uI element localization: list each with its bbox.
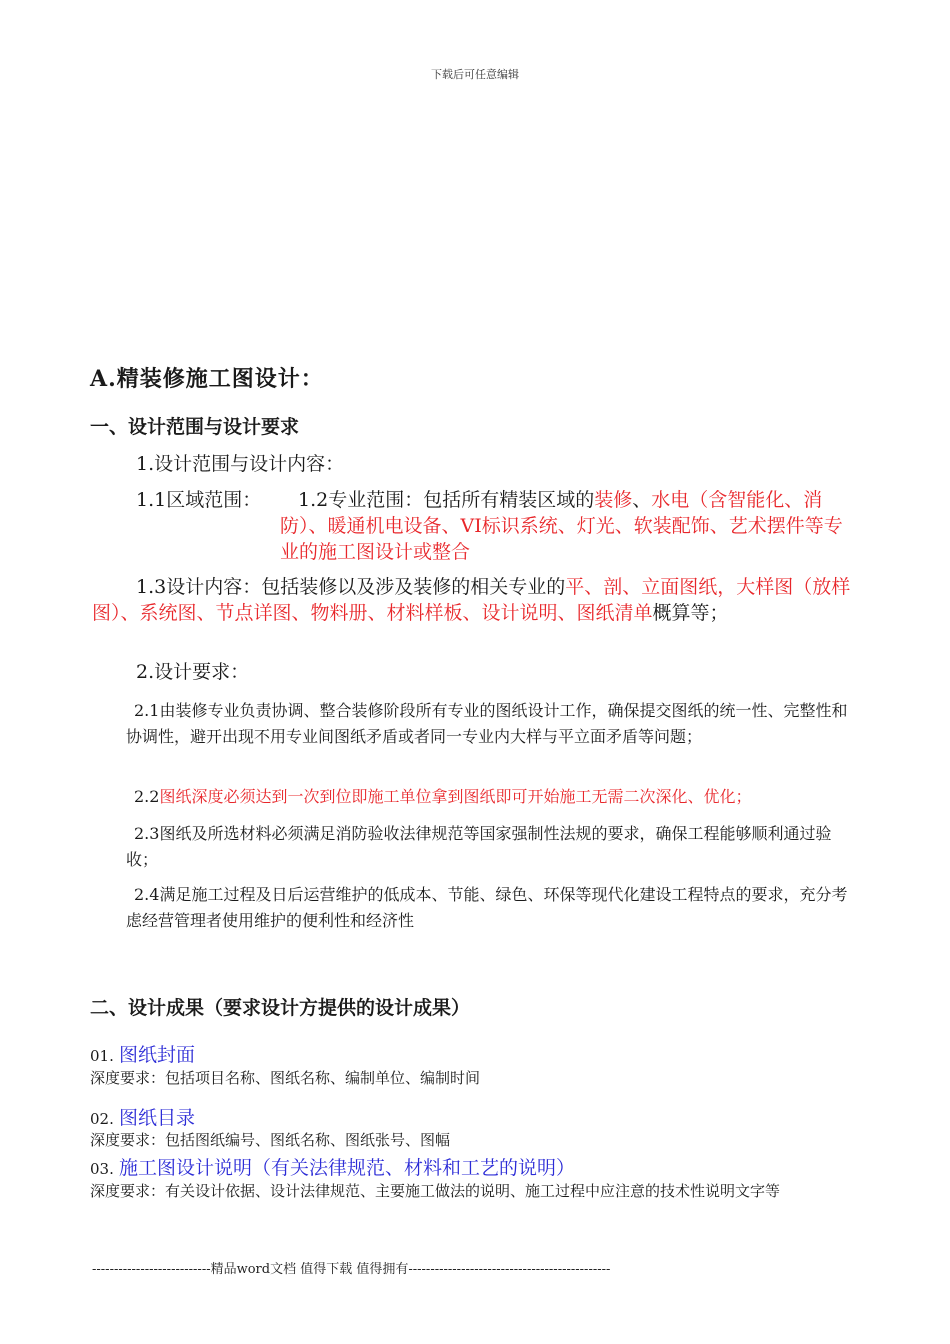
item-number: 02. bbox=[90, 1110, 114, 1128]
para-1-2 bbox=[280, 487, 860, 565]
item-title: 图纸封面 bbox=[118, 1044, 195, 1066]
para-1-2-prefix: 1.2专业范围：包括所有精装区域的 bbox=[298, 489, 595, 511]
deliverable-item-2 bbox=[90, 1103, 195, 1130]
para-1: 1.设计范围与设计内容： bbox=[136, 453, 345, 475]
para-2-4: 2.4满足施工过程及日后运营维护的低成本、节能、绿色、环保等现代化建设工程特点的要求，充分考虑经营管理者使用维护的便利性和经济性 bbox=[126, 885, 848, 930]
para-1-3-suffix: 概算等； bbox=[652, 602, 729, 624]
item-title: 图纸目录 bbox=[118, 1107, 195, 1129]
para-1-3 bbox=[92, 574, 862, 626]
item-number: 01. bbox=[90, 1047, 114, 1065]
para-1-2-red1: 装修 bbox=[594, 489, 633, 511]
item-desc: 深度要求：包括项目名称、图纸名称、编制单位、编制时间 bbox=[90, 1069, 481, 1087]
para-2-3: 2.3图纸及所选材料必须满足消防验收法律规范等国家强制性法规的要求，确保工程能够顺利通过验收； bbox=[126, 824, 832, 869]
para-2-2-prefix: 2.2 bbox=[134, 787, 160, 806]
para-2: 2.设计要求： bbox=[136, 661, 250, 683]
page-header: 下载后可任意编辑 bbox=[431, 68, 519, 81]
para-1-3-red: 平、剖、立面图纸，大样图（放样图）、系统图、节点详图、物料册、材料样板、设计说明、图纸清单 bbox=[92, 576, 851, 624]
para-2-2 bbox=[126, 784, 886, 810]
section1-heading: 一、设计范围与设计要求 bbox=[90, 416, 300, 438]
item-desc: 深度要求：有关设计依据、设计法律规范、主要施工做法的说明、施工过程中应注意的技术性说明文字等 bbox=[90, 1182, 781, 1200]
item-title: 施工图设计说明（有关法律规范、材料和工艺的说明） bbox=[118, 1157, 575, 1179]
para-1-2-sep: 、 bbox=[632, 489, 652, 511]
para-2-2-red: 图纸深度必须达到一次到位即施工单位拿到图纸即可开始施工无需二次深化、优化； bbox=[159, 787, 752, 806]
para-1-2-red2: 水电（含智能化、消防）、暖通机电设备、VI标识系统、灯光、软装配饰、艺术摆件等专业的施工图设计或整合 bbox=[280, 489, 843, 563]
document-title: A.精装修施工图设计： bbox=[90, 366, 324, 392]
item-desc: 深度要求：包括图纸编号、图纸名称、图纸张号、图幅 bbox=[90, 1131, 451, 1149]
deliverable-item-1 bbox=[90, 1040, 195, 1067]
para-1-1-label: 1.1区域范围： bbox=[136, 489, 262, 511]
para-1-3-prefix: 1.3设计内容：包括装修以及涉及装修的相关专业的 bbox=[136, 576, 566, 598]
section2-heading: 二、设计成果（要求设计方提供的设计成果） bbox=[90, 997, 471, 1019]
deliverable-item-3 bbox=[90, 1153, 575, 1180]
para-2-1: 2.1由装修专业负责协调、整合装修阶段所有专业的图纸设计工作，确保提交图纸的统一性、完整性和协调性，避开出现不用专业间图纸矛盾或者同一专业内大样与平立面矛盾等问题； bbox=[126, 701, 848, 746]
page-footer: ---------------------------精品word文档 值得下载 值得拥有---------------------------------------------- bbox=[92, 1262, 611, 1277]
item-number: 03. bbox=[90, 1160, 114, 1178]
